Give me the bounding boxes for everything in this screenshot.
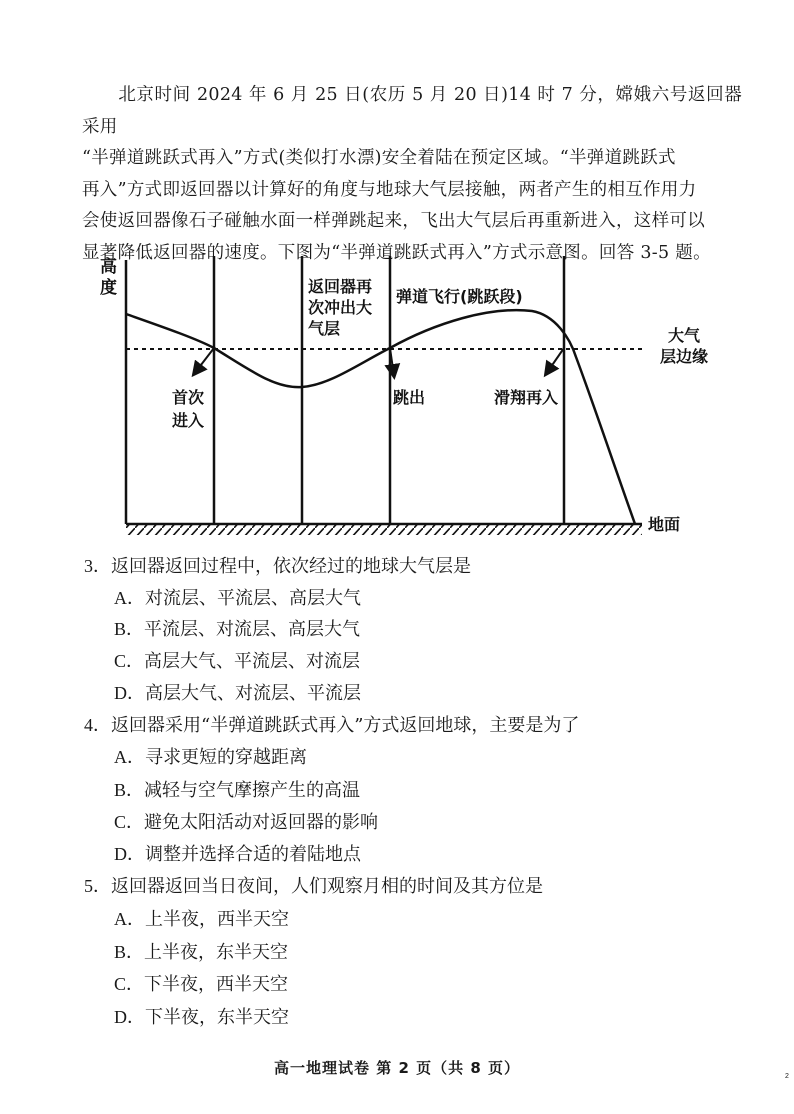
question-5-option-b: B．上半夜，东半天空 (114, 942, 289, 963)
question-3-option-c: C．高层大气、平流层、对流层 (114, 651, 361, 672)
exit-label-line-3: 气层 (308, 319, 341, 338)
question-4-option-b: B．减轻与空气摩擦产生的高温 (114, 780, 361, 801)
question-4-stem: 返回器采用“半弹道跳跃式再入”方式返回地球，主要是为了 (111, 715, 580, 736)
question-5-number: 5． (84, 876, 111, 896)
intro-line-5: 显著降低返回器的速度。下图为“半弹道跳跃式再入”方式示意图。回答 3-5 题。 (82, 242, 711, 263)
question-3-number: 3． (84, 556, 111, 576)
page-footer: 高一地理试卷 第 2 页（共 8 页） (274, 1059, 520, 1077)
question-5-option-d: D．下半夜，东半天空 (114, 1007, 289, 1028)
intro-line-2: “半弹道跳跃式再入”方式(类似打水漂)安全着陆在预定区域。“半弹道跳跃式 (82, 148, 676, 168)
question-3-option-b: B．平流层、对流层、高层大气 (114, 619, 361, 640)
axis-label-gao: 高 (100, 257, 117, 277)
question-4 (84, 711, 579, 740)
intro-paragraph (82, 80, 742, 269)
question-3-option-d: D．高层大气、对流层、平流层 (114, 683, 361, 704)
jump-out-label: 跳出 (393, 388, 426, 407)
atmosphere-edge-label-1: 大气 (668, 326, 701, 345)
question-5-option-a: A．上半夜，西半天空 (114, 909, 289, 930)
intro-line-3: 再入”方式即返回器以计算好的角度与地球大气层接触，两者产生的相互作用力 (82, 179, 697, 200)
first-entry-arrow (194, 348, 214, 374)
question-4-option-d: D．调整并选择合适的着陆地点 (114, 844, 361, 865)
ground-hatch (126, 525, 642, 535)
question-5 (84, 872, 543, 901)
reentry-diagram (90, 248, 710, 548)
first-entry-label-1: 首次 (172, 388, 205, 407)
question-5-stem: 返回器返回当日夜间，人们观察月相的时间及其方位是 (111, 876, 543, 897)
exit-label-line-2: 次冲出大 (308, 298, 373, 317)
corner-page-mark: 2 (785, 1073, 789, 1080)
glide-reentry-arrow (546, 348, 564, 374)
question-4-option-a: A．寻求更短的穿越距离 (114, 747, 307, 768)
question-3-stem: 返回器返回过程中，依次经过的地球大气层是 (111, 556, 471, 577)
ground-label: 地面 (648, 515, 681, 534)
question-3 (84, 552, 471, 581)
question-4-option-c: C．避免太阳活动对返回器的影响 (114, 812, 379, 833)
glide-reentry-label: 滑翔再入 (494, 388, 559, 407)
intro-line-4: 会使返回器像石子碰触水面一样弹跳起来，飞出大气层后再重新进入，这样可以 (82, 211, 705, 231)
axis-label-du: 度 (100, 278, 117, 298)
ballistic-flight-label: 弹道飞行(跳跃段) (396, 287, 523, 306)
question-3-option-a: A．对流层、平流层、高层大气 (114, 588, 361, 609)
intro-line-1: 北京时间 2024 年 6 月 25 日(农历 5 月 20 日)14 时 7 分，嫦娥六号返回器采用 (82, 85, 742, 137)
exit-label-line-1: 返回器再 (308, 277, 373, 296)
atmosphere-edge-label-2: 层边缘 (660, 347, 709, 366)
question-5-option-c: C．下半夜，西半天空 (114, 974, 289, 995)
first-entry-label-2: 进入 (172, 411, 205, 430)
question-4-number: 4． (84, 715, 111, 735)
